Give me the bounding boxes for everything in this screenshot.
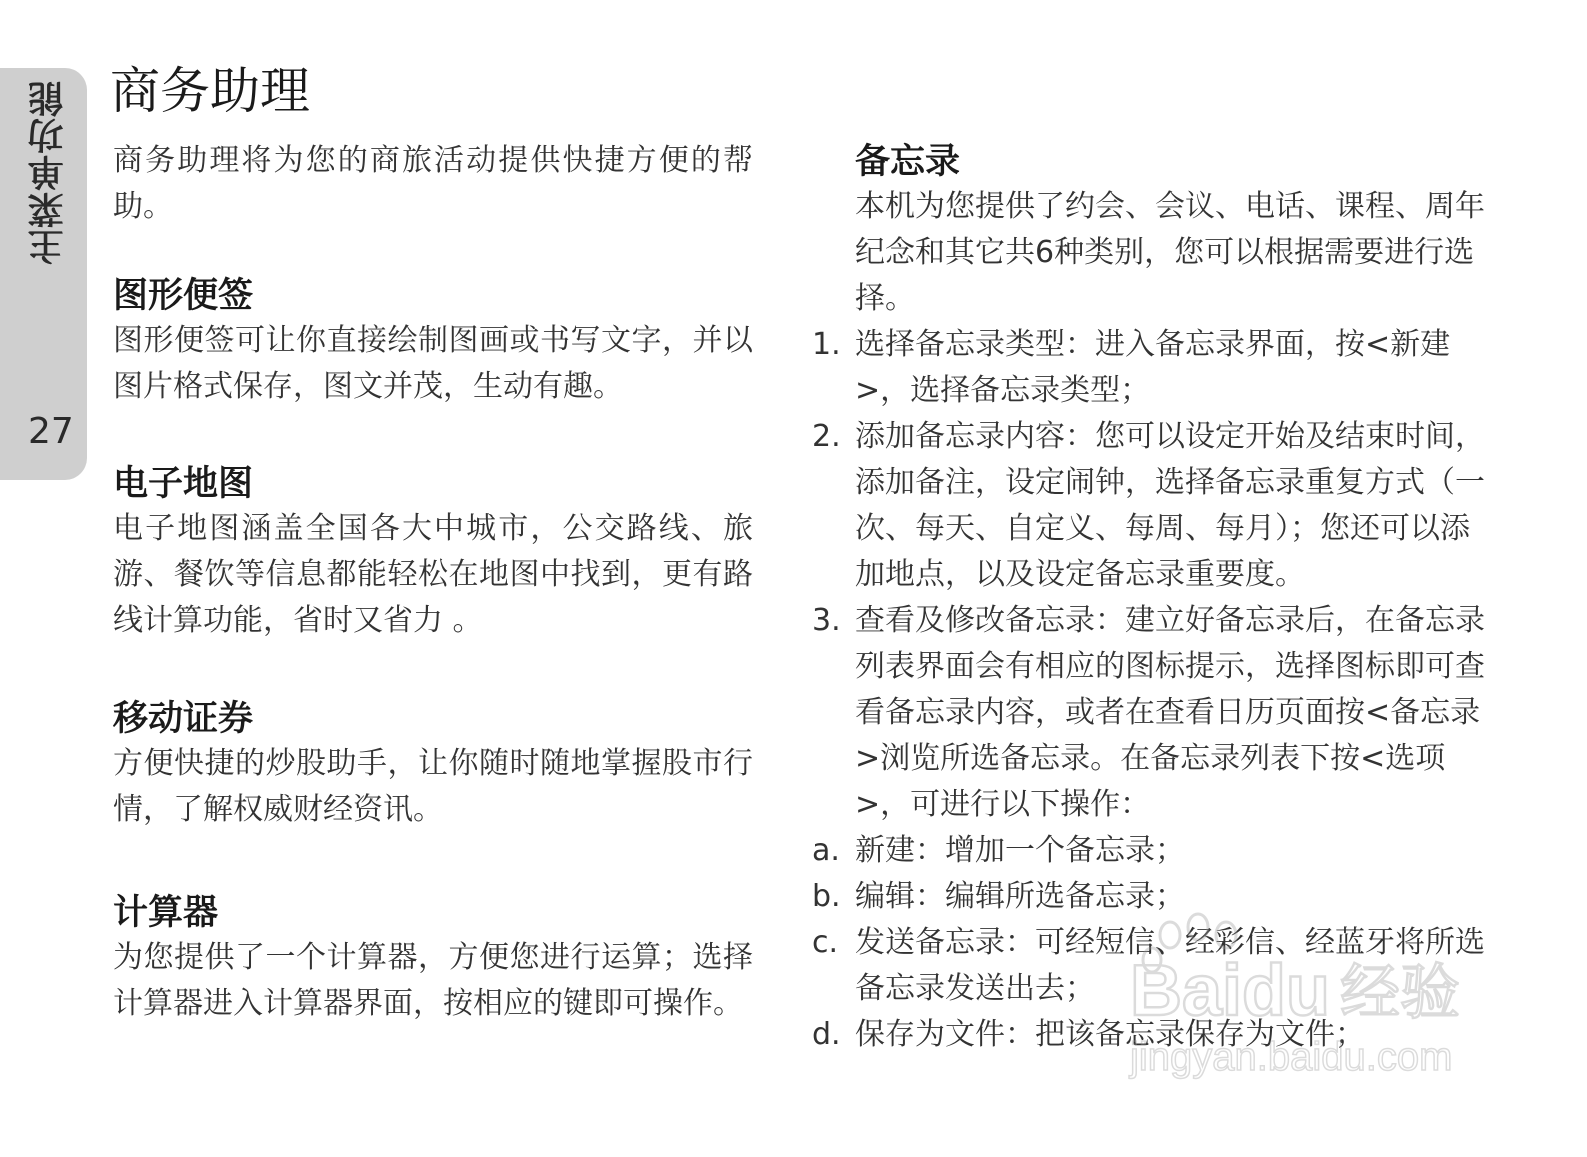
step-marker: 2. bbox=[812, 419, 841, 454]
section-heading: 图形便签 bbox=[113, 276, 254, 316]
memo-intro: 本机为您提供了约会、会议、电话、课程、周年纪念和其它共6种类别，您可以根据需要进行选择。 bbox=[855, 189, 1485, 316]
baidu-jingyan-watermark bbox=[1100, 905, 1500, 1085]
watermark-url: jingyan.baidu.com bbox=[1130, 1035, 1453, 1079]
option-marker: c. bbox=[812, 925, 839, 960]
page-number: 27 bbox=[28, 411, 74, 452]
watermark-brand: Baidu bbox=[1130, 951, 1331, 1031]
section-mobile-securities bbox=[113, 697, 753, 833]
chapter-label: 主菜单功能 bbox=[28, 80, 69, 265]
option-marker: a. bbox=[812, 833, 840, 868]
option-text: 保存为文件：把该备忘录保存为文件； bbox=[855, 1017, 1365, 1052]
memo-step bbox=[812, 322, 1492, 414]
section-heading: 电子地图 bbox=[113, 464, 254, 504]
watermark-brand-cn: 经验 bbox=[1340, 958, 1460, 1028]
option-marker: d. bbox=[812, 1017, 841, 1052]
option-text: 新建：增加一个备忘录； bbox=[855, 833, 1185, 868]
option-text: 发送备忘录：可经短信、经彩信、经蓝牙将所选备忘录发送出去； bbox=[855, 925, 1485, 1006]
section-heading: 移动证券 bbox=[113, 699, 254, 739]
left-column bbox=[113, 138, 753, 1021]
step-marker: 1. bbox=[812, 327, 841, 362]
section-body: 方便快捷的炒股助手，让你随时随地掌握股市行情，了解权威财经资讯。 bbox=[113, 746, 753, 827]
memo-step bbox=[812, 414, 1492, 598]
option-text: 编辑：编辑所选备忘录； bbox=[855, 879, 1185, 914]
section-body: 图形便签可让你直接绘制图画或书写文字，并以图片格式保存，图文并茂，生动有趣。 bbox=[113, 323, 753, 404]
section-body: 为您提供了一个计算器，方便您进行运算；选择计算器进入计算器界面，按相应的键即可操作。 bbox=[113, 940, 753, 1021]
memo-step bbox=[812, 598, 1492, 828]
intro-paragraph: 商务助理将为您的商旅活动提供快捷方便的帮助。 bbox=[113, 143, 753, 224]
section-body: 电子地图涵盖全国各大中城市，公交路线、旅游、餐饮等信息都能轻松在地图中找到，更有路线计算功能，省时又省力 。 bbox=[113, 511, 753, 638]
memo-option bbox=[812, 828, 1492, 874]
section-heading: 计算器 bbox=[113, 893, 219, 933]
section-electronic-map bbox=[113, 462, 753, 644]
page-title: 商务助理 bbox=[110, 62, 310, 120]
option-marker: b. bbox=[812, 879, 841, 914]
memo-heading: 备忘录 bbox=[855, 142, 961, 182]
section-graphic-notes bbox=[113, 274, 753, 410]
section-calculator bbox=[113, 891, 753, 1027]
step-text: 选择备忘录类型：进入备忘录界面，按<新建>，选择备忘录类型； bbox=[855, 327, 1451, 408]
step-text: 查看及修改备忘录：建立好备忘录后，在备忘录列表界面会有相应的图标提示，选择图标即可查看备忘录内容，或者在查看日历页面按<备忘录>浏览所选备忘录。在备忘录列表下按<选项>，可进行以下操作： bbox=[855, 603, 1485, 822]
step-text: 添加备忘录内容：您可以设定开始及结束时间，添加备注，设定闹钟，选择备忘录重复方式（一次、每天、自定义、每周、每月）；您还可以添加地点，以及设定备忘录重要度。 bbox=[855, 419, 1485, 592]
step-marker: 3. bbox=[812, 603, 841, 638]
